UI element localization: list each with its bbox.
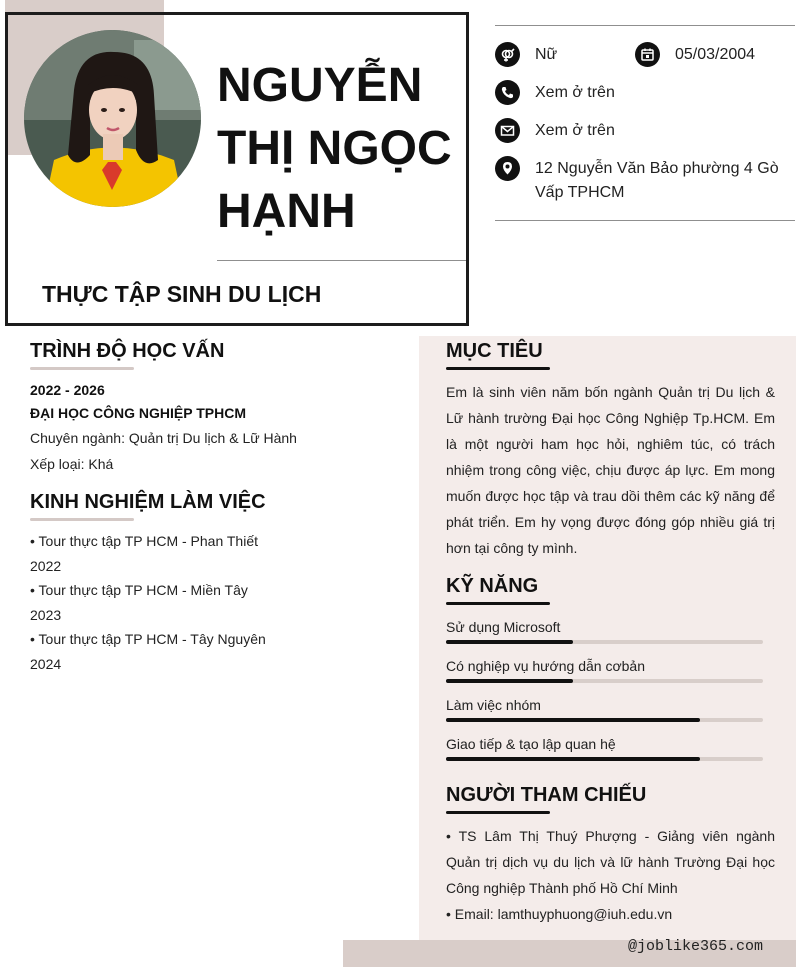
gender-icon bbox=[495, 42, 520, 67]
education-school: ĐẠI HỌC CÔNG NGHIỆP TPHCM bbox=[30, 405, 246, 421]
skills-title: KỸ NĂNG bbox=[446, 575, 539, 597]
reference-email: • Email: lamthuyphuong@iuh.edu.vn bbox=[446, 906, 673, 922]
skill-bar-track bbox=[446, 757, 763, 761]
skill-label: Làm việc nhóm bbox=[446, 697, 541, 713]
candidate-name: NGUYỄN THỊ NGỌC HẠNH bbox=[217, 59, 452, 238]
reference-person: • TS Lâm Thị Thuý Phượng - Giảng viên ngành Quản trị dịch vụ du lịch và lữ hành Trường Đại học Công nghiệp Thành phố Hồ Chí Minh bbox=[446, 828, 775, 896]
skill-bar-fill bbox=[446, 757, 700, 761]
references-title: NGƯỜI THAM CHIẾU bbox=[446, 784, 647, 806]
email-value: Xem ở trên bbox=[535, 122, 615, 139]
skill-bar-track bbox=[446, 718, 763, 722]
profile-photo bbox=[24, 30, 201, 207]
objective-text: Em là sinh viên năm bốn ngành Quản trị Du lịch & Lữ hành trường Đại học Công Nghiệp Tp.HCM. Em là một người ham học hỏi, nghiêm túc, có trách nhiệm trong công việc, chịu được áp lực. Em mong muốn được học tập và trau dồi thêm các kỹ năng để phát triển. Em hy vọng được đóng góp nhiều giá trị hơn tại công ty mình. bbox=[446, 384, 775, 556]
calendar-icon bbox=[635, 42, 660, 67]
phone-value: Xem ở trên bbox=[535, 84, 615, 101]
experience-year: 2024 bbox=[30, 656, 62, 672]
contact-bottom-divider bbox=[495, 220, 795, 221]
education-underline bbox=[30, 367, 134, 370]
gender-value: Nữ bbox=[535, 46, 558, 63]
location-icon bbox=[495, 156, 520, 181]
experience-item: • Tour thực tập TP HCM - Miền Tây bbox=[30, 582, 248, 598]
skills-underline bbox=[446, 602, 550, 605]
education-rank: Xếp loại: Khá bbox=[30, 456, 114, 472]
skill-bar-track bbox=[446, 640, 763, 644]
phone-icon bbox=[495, 80, 520, 105]
contact-top-divider bbox=[495, 25, 795, 26]
skill-label: Giao tiếp & tạo lập quan hệ bbox=[446, 736, 616, 752]
name-divider bbox=[217, 260, 466, 261]
objective-underline bbox=[446, 367, 550, 370]
dob-value: 05/03/2004 bbox=[675, 46, 756, 63]
references-underline bbox=[446, 811, 550, 814]
objective-title: MỤC TIÊU bbox=[446, 340, 543, 362]
skill-bar-fill bbox=[446, 640, 573, 644]
skill-label: Có nghiệp vụ hướng dẫn cơbản bbox=[446, 658, 645, 674]
education-title: TRÌNH ĐỘ HỌC VẤN bbox=[30, 340, 225, 362]
experience-year: 2022 bbox=[30, 558, 62, 574]
candidate-role: THỰC TẬP SINH DU LỊCH bbox=[42, 281, 322, 307]
skill-bar-fill bbox=[446, 718, 700, 722]
experience-underline bbox=[30, 518, 134, 521]
experience-item: • Tour thực tập TP HCM - Phan Thiết bbox=[30, 533, 259, 549]
email-icon bbox=[495, 118, 520, 143]
experience-item: • Tour thực tập TP HCM - Tây Nguyên bbox=[30, 631, 266, 647]
skill-bar-track bbox=[446, 679, 763, 683]
address-value: 12 Nguyễn Văn Bảo phường 4 Gò Vấp TPHCM bbox=[535, 160, 779, 201]
experience-year: 2023 bbox=[30, 607, 62, 623]
footer-handle: @joblike365.com bbox=[628, 938, 764, 955]
skill-bar-fill bbox=[446, 679, 573, 683]
education-years: 2022 - 2026 bbox=[30, 382, 105, 398]
skill-label: Sử dụng Microsoft bbox=[446, 619, 561, 635]
education-major: Chuyên ngành: Quản trị Du lịch & Lữ Hành bbox=[30, 430, 297, 446]
experience-title: KINH NGHIỆM LÀM VIỆC bbox=[30, 491, 266, 513]
